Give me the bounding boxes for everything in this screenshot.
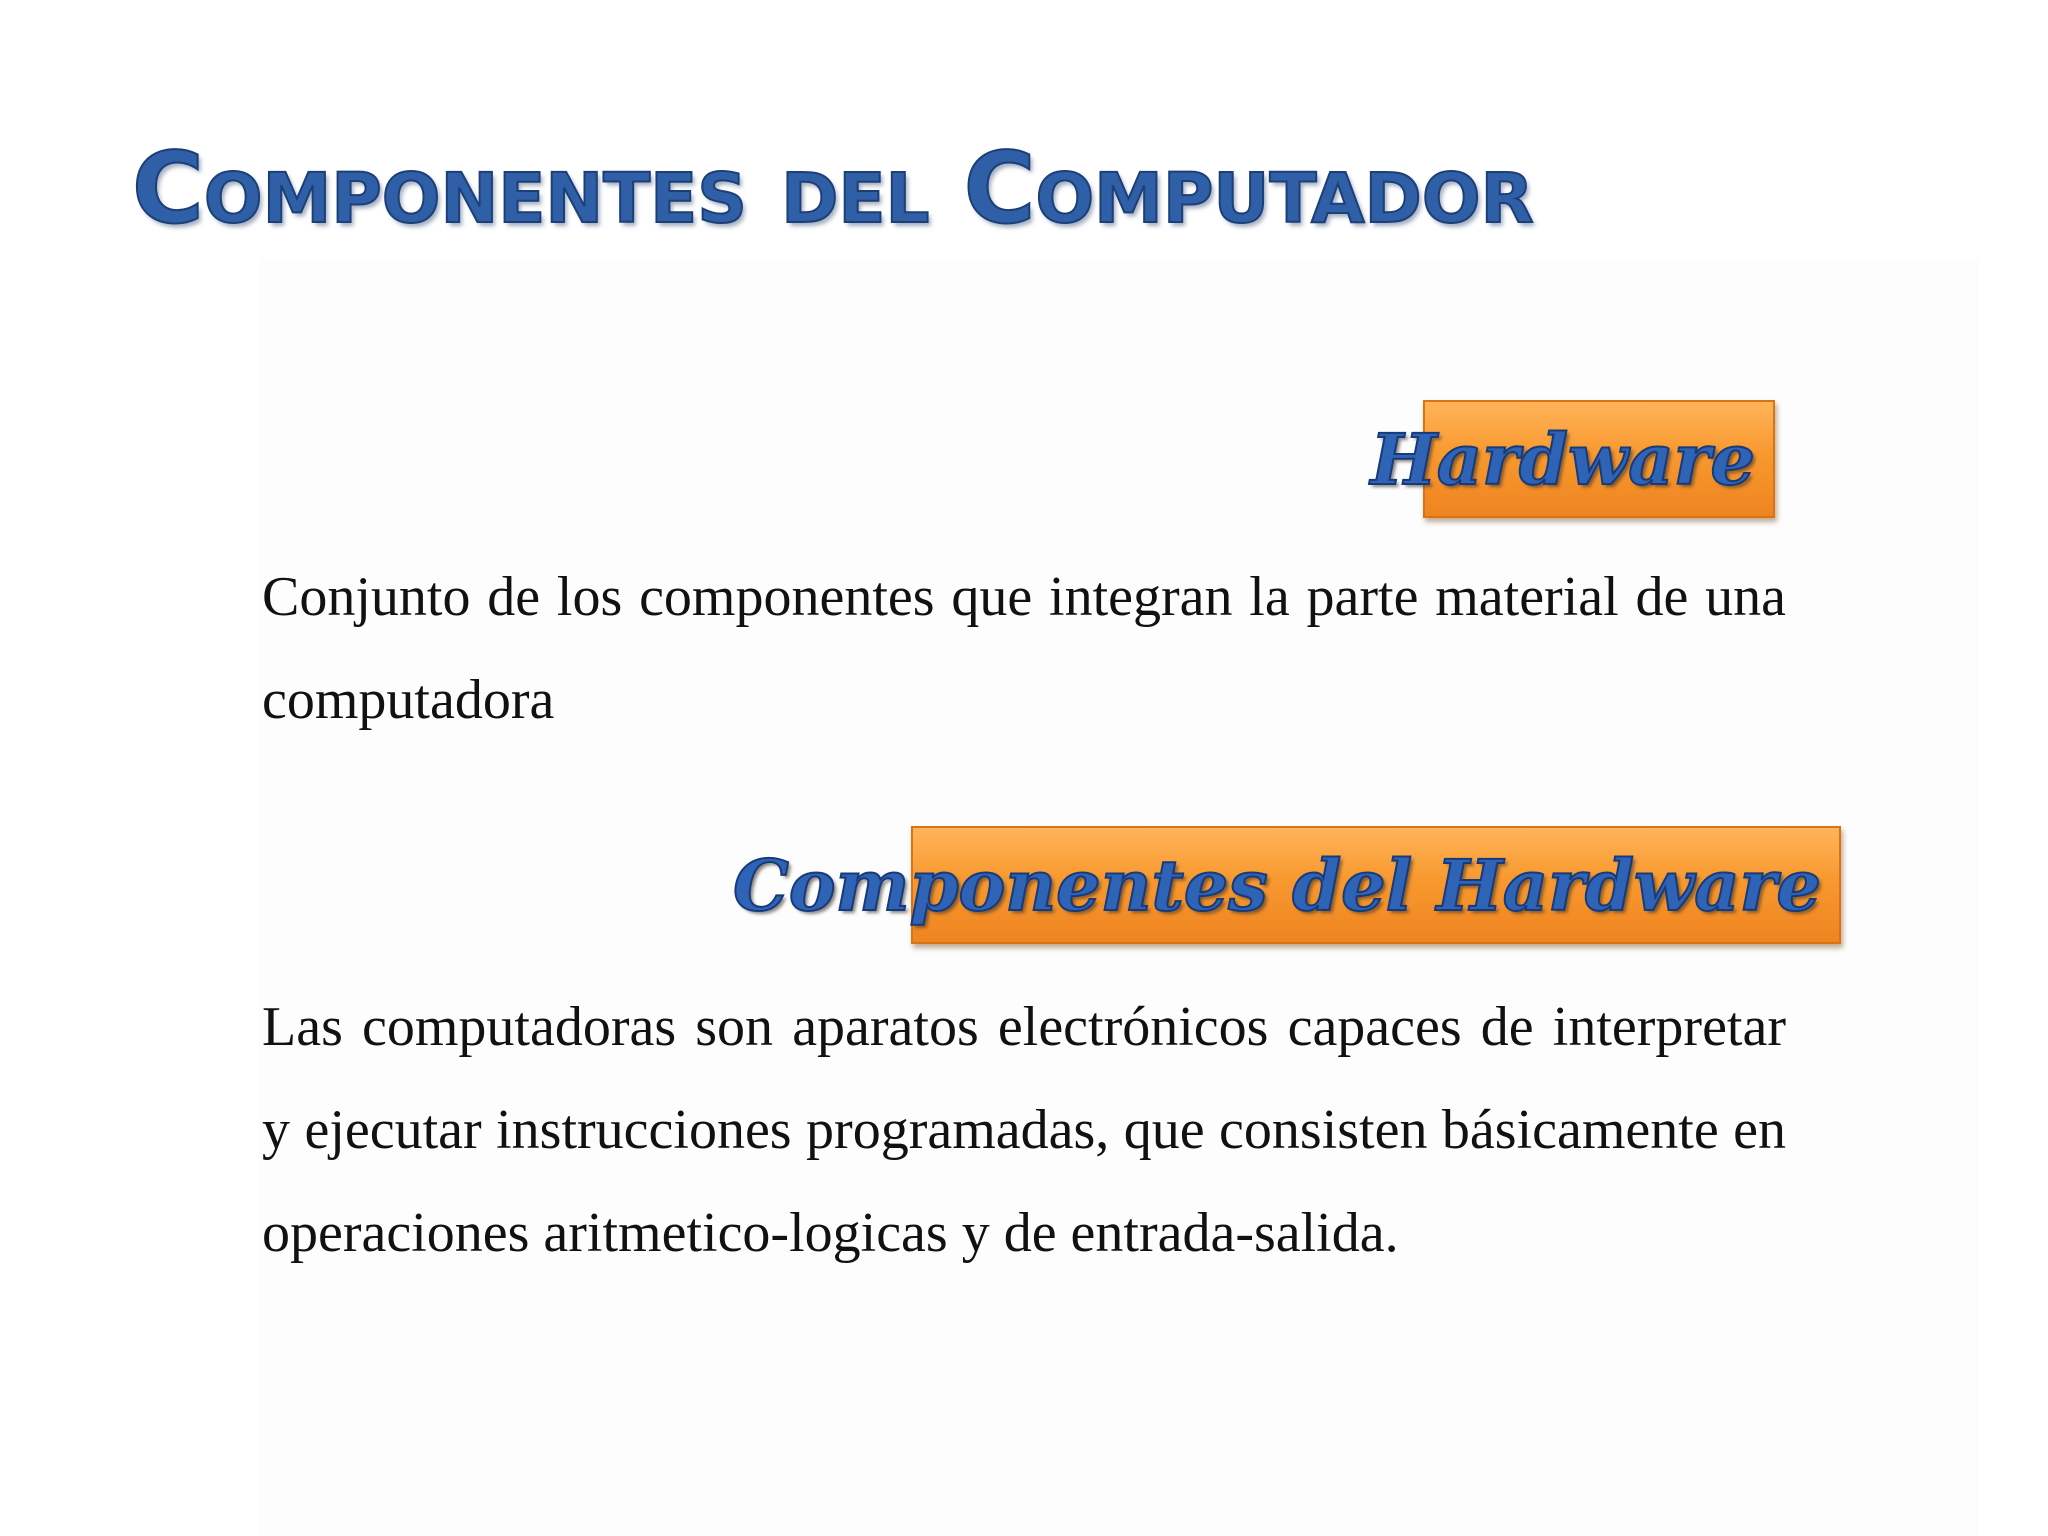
- hardware-tag-label: Hardware: [1370, 417, 1755, 501]
- hardware-components-tag: [733, 826, 1841, 944]
- hardware-components-description: Las computadoras son aparatos electrónicos capaces de interpretar y ejecutar instrucciones programadas, que consisten básicamente en operaciones aritmetico-logicas y de entrada-salida.: [262, 996, 1786, 1264]
- hardware-definition: Conjunto de los componentes que integran la parte material de una computadora: [262, 566, 1786, 731]
- hardware-tag: [1370, 400, 1775, 518]
- hardware-components-tag-label: Componentes del Hardware: [733, 843, 1821, 927]
- slide-title: Componentes del Computador: [132, 132, 1534, 246]
